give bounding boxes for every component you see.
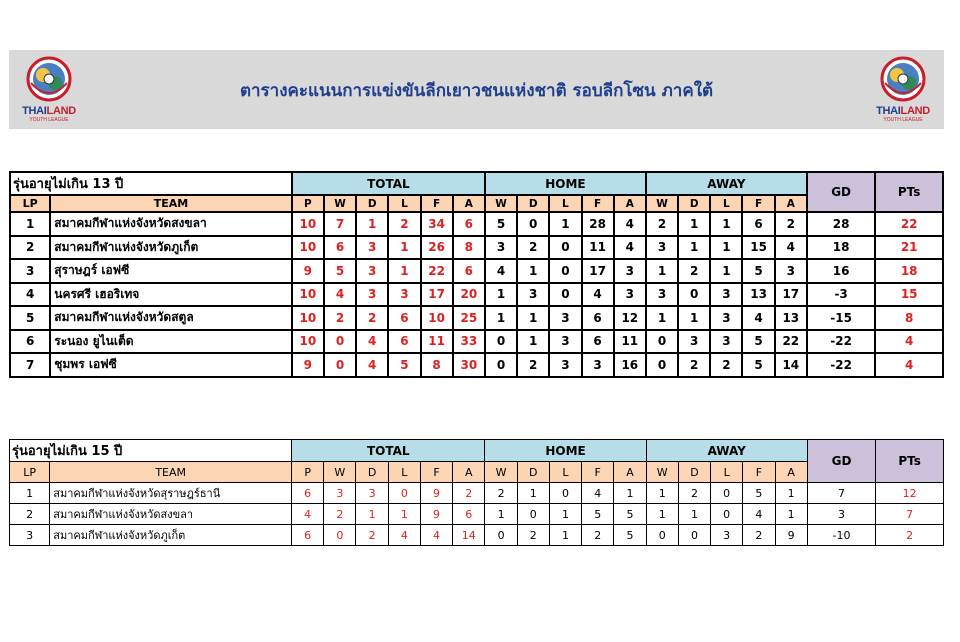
home-stat-cell: 1 <box>517 306 549 330</box>
total-stat-cell: 1 <box>388 236 420 260</box>
pts-header: PTs <box>875 172 943 212</box>
away-stat-cell: 3 <box>678 330 710 354</box>
home-stat-cell: 5 <box>614 504 646 525</box>
gd-header: GD <box>807 172 875 212</box>
away-stat-cell: 15 <box>742 236 774 260</box>
away-stat-cell: 5 <box>743 483 775 504</box>
points-cell: 18 <box>875 259 943 283</box>
total-stat-cell: 9 <box>292 353 324 377</box>
total-col-header: L <box>388 462 420 483</box>
away-stat-cell: 4 <box>743 504 775 525</box>
away-stat-cell: 3 <box>710 306 742 330</box>
total-stat-cell: 0 <box>324 525 356 546</box>
home-stat-cell: 0 <box>549 236 581 260</box>
home-stat-cell: 3 <box>549 306 581 330</box>
total-stat-cell: 4 <box>420 525 452 546</box>
home-stat-cell: 1 <box>517 483 549 504</box>
total-col-header: F <box>421 195 453 212</box>
total-stat-cell: 26 <box>421 236 453 260</box>
points-cell: 12 <box>876 483 944 504</box>
away-stat-cell: 5 <box>742 330 774 354</box>
total-col-header: F <box>420 462 452 483</box>
away-stat-cell: 3 <box>646 236 678 260</box>
away-stat-cell: 0 <box>678 525 710 546</box>
table-row <box>10 330 943 354</box>
home-stat-cell: 4 <box>485 259 517 283</box>
u13-standings-table <box>9 171 944 378</box>
total-section-header: TOTAL <box>292 440 485 462</box>
away-stat-cell: 9 <box>775 525 807 546</box>
table-row <box>10 306 943 330</box>
total-stat-cell: 10 <box>292 212 324 236</box>
u15-standings-table <box>9 439 944 546</box>
total-stat-cell: 3 <box>356 259 388 283</box>
gd-cell: 3 <box>807 504 875 525</box>
home-stat-cell: 1 <box>549 504 581 525</box>
away-stat-cell: 14 <box>775 353 807 377</box>
away-stat-cell: 3 <box>710 330 742 354</box>
home-stat-cell: 3 <box>614 283 646 307</box>
home-col-header: D <box>517 462 549 483</box>
points-cell: 21 <box>875 236 943 260</box>
home-stat-cell: 2 <box>582 525 614 546</box>
total-stat-cell: 4 <box>292 504 324 525</box>
total-stat-cell: 1 <box>356 504 388 525</box>
lp-header: LP <box>10 462 50 483</box>
total-col-header: L <box>388 195 420 212</box>
away-stat-cell: 5 <box>742 259 774 283</box>
gd-cell: -22 <box>807 330 875 354</box>
home-col-header: L <box>549 462 581 483</box>
total-stat-cell: 6 <box>453 259 485 283</box>
away-stat-cell: 2 <box>710 353 742 377</box>
away-stat-cell: 2 <box>678 259 710 283</box>
away-col-header: D <box>678 195 710 212</box>
points-cell: 4 <box>875 330 943 354</box>
home-stat-cell: 3 <box>517 283 549 307</box>
home-stat-cell: 4 <box>614 236 646 260</box>
away-stat-cell: 0 <box>646 525 678 546</box>
away-stat-cell: 0 <box>678 283 710 307</box>
home-stat-cell: 0 <box>549 259 581 283</box>
total-stat-cell: 34 <box>421 212 453 236</box>
away-stat-cell: 2 <box>743 525 775 546</box>
total-stat-cell: 2 <box>356 306 388 330</box>
table-row <box>10 483 944 504</box>
home-stat-cell: 3 <box>549 330 581 354</box>
total-stat-cell: 9 <box>292 259 324 283</box>
home-stat-cell: 16 <box>614 353 646 377</box>
away-stat-cell: 1 <box>678 212 710 236</box>
table-row <box>10 504 944 525</box>
lp-header: LP <box>10 195 50 212</box>
away-stat-cell: 1 <box>710 259 742 283</box>
total-stat-cell: 3 <box>324 483 356 504</box>
away-stat-cell: 1 <box>646 504 678 525</box>
home-stat-cell: 4 <box>582 483 614 504</box>
home-col-header: D <box>517 195 549 212</box>
points-cell: 15 <box>875 283 943 307</box>
total-stat-cell: 6 <box>453 212 485 236</box>
rank-cell: 2 <box>10 236 50 260</box>
table-row <box>10 212 943 236</box>
home-stat-cell: 5 <box>582 504 614 525</box>
age-group-title: รุ่นอายุไม่เกิน 13 ปี <box>10 172 292 195</box>
team-header: TEAM <box>50 195 292 212</box>
away-stat-cell: 1 <box>646 306 678 330</box>
total-stat-cell: 11 <box>421 330 453 354</box>
home-stat-cell: 0 <box>485 525 517 546</box>
table-row <box>10 259 943 283</box>
points-cell: 22 <box>875 212 943 236</box>
away-stat-cell: 1 <box>678 236 710 260</box>
total-stat-cell: 5 <box>388 353 420 377</box>
away-stat-cell: 3 <box>710 283 742 307</box>
points-cell: 2 <box>876 525 944 546</box>
total-stat-cell: 4 <box>356 330 388 354</box>
total-col-header: D <box>356 462 388 483</box>
home-stat-cell: 0 <box>485 330 517 354</box>
away-col-header: F <box>742 195 774 212</box>
table-row <box>10 353 943 377</box>
total-col-header: A <box>453 462 485 483</box>
away-col-header: F <box>743 462 775 483</box>
total-stat-cell: 3 <box>356 483 388 504</box>
away-stat-cell: 22 <box>775 330 807 354</box>
home-col-header: F <box>582 195 614 212</box>
total-stat-cell: 22 <box>421 259 453 283</box>
logo-wordmark: THAILAND <box>876 105 930 117</box>
league-logo-right <box>867 53 939 125</box>
away-stat-cell: 1 <box>678 306 710 330</box>
total-stat-cell: 17 <box>421 283 453 307</box>
away-stat-cell: 3 <box>646 283 678 307</box>
rank-cell: 1 <box>10 483 50 504</box>
home-stat-cell: 6 <box>582 330 614 354</box>
home-stat-cell: 3 <box>582 353 614 377</box>
total-stat-cell: 6 <box>324 236 356 260</box>
total-stat-cell: 2 <box>388 212 420 236</box>
header-banner <box>9 50 944 129</box>
away-stat-cell: 3 <box>711 525 743 546</box>
total-stat-cell: 3 <box>356 236 388 260</box>
team-header: TEAM <box>50 462 292 483</box>
total-stat-cell: 10 <box>421 306 453 330</box>
away-col-header: A <box>775 195 807 212</box>
rank-cell: 3 <box>10 525 50 546</box>
rank-cell: 6 <box>10 330 50 354</box>
total-stat-cell: 10 <box>292 330 324 354</box>
home-stat-cell: 1 <box>485 504 517 525</box>
home-stat-cell: 1 <box>485 306 517 330</box>
total-stat-cell: 9 <box>420 504 452 525</box>
total-stat-cell: 3 <box>356 283 388 307</box>
home-stat-cell: 1 <box>549 212 581 236</box>
total-stat-cell: 0 <box>324 353 356 377</box>
home-stat-cell: 0 <box>549 483 581 504</box>
total-stat-cell: 6 <box>292 483 324 504</box>
team-name-cell: สมาคมกีฬาแห่งจังหวัดภูเก็ต <box>50 236 292 260</box>
total-stat-cell: 4 <box>388 525 420 546</box>
total-col-header: D <box>356 195 388 212</box>
home-stat-cell: 3 <box>614 259 646 283</box>
section-header-row <box>10 440 944 462</box>
home-stat-cell: 12 <box>614 306 646 330</box>
away-stat-cell: 2 <box>678 353 710 377</box>
points-cell: 7 <box>876 504 944 525</box>
home-stat-cell: 2 <box>485 483 517 504</box>
total-stat-cell: 0 <box>388 483 420 504</box>
home-section-header: HOME <box>485 172 646 195</box>
total-stat-cell: 2 <box>324 504 356 525</box>
total-stat-cell: 4 <box>324 283 356 307</box>
table-row <box>10 236 943 260</box>
team-name-cell: สมาคมกีฬาแห่งจังหวัดสตูล <box>50 306 292 330</box>
total-stat-cell: 33 <box>453 330 485 354</box>
team-name-cell: สมาคมกีฬาแห่งจังหวัดสงขลา <box>50 212 292 236</box>
age-group-title: รุ่นอายุไม่เกิน 15 ปี <box>10 440 292 462</box>
total-col-header: W <box>324 462 356 483</box>
total-stat-cell: 6 <box>453 504 485 525</box>
away-stat-cell: 17 <box>775 283 807 307</box>
logo-subtitle: YOUTH LEAGUE <box>29 117 69 123</box>
total-col-header: P <box>292 462 324 483</box>
home-stat-cell: 1 <box>614 483 646 504</box>
home-stat-cell: 5 <box>485 212 517 236</box>
home-col-header: F <box>582 462 614 483</box>
home-stat-cell: 2 <box>517 525 549 546</box>
total-stat-cell: 14 <box>453 525 485 546</box>
logo-subtitle: YOUTH LEAGUE <box>883 117 923 123</box>
home-stat-cell: 2 <box>517 353 549 377</box>
away-section-header: AWAY <box>646 440 807 462</box>
gd-cell: -3 <box>807 283 875 307</box>
points-cell: 8 <box>875 306 943 330</box>
rank-cell: 2 <box>10 504 50 525</box>
total-col-header: P <box>292 195 324 212</box>
away-stat-cell: 1 <box>710 236 742 260</box>
home-col-header: W <box>485 462 517 483</box>
table-row <box>10 283 943 307</box>
gd-cell: -22 <box>807 353 875 377</box>
away-stat-cell: 0 <box>646 330 678 354</box>
gd-cell: 7 <box>807 483 875 504</box>
total-stat-cell: 2 <box>324 306 356 330</box>
away-stat-cell: 6 <box>742 212 774 236</box>
home-stat-cell: 11 <box>582 236 614 260</box>
home-stat-cell: 5 <box>614 525 646 546</box>
home-stat-cell: 4 <box>614 212 646 236</box>
rank-cell: 1 <box>10 212 50 236</box>
total-stat-cell: 30 <box>453 353 485 377</box>
away-stat-cell: 3 <box>775 259 807 283</box>
total-stat-cell: 10 <box>292 283 324 307</box>
away-col-header: W <box>646 195 678 212</box>
total-stat-cell: 3 <box>388 283 420 307</box>
away-stat-cell: 2 <box>646 212 678 236</box>
total-col-header: W <box>324 195 356 212</box>
away-col-header: L <box>711 462 743 483</box>
home-col-header: W <box>485 195 517 212</box>
home-stat-cell: 11 <box>614 330 646 354</box>
total-stat-cell: 6 <box>388 306 420 330</box>
away-stat-cell: 13 <box>775 306 807 330</box>
gd-cell: 28 <box>807 212 875 236</box>
total-stat-cell: 5 <box>324 259 356 283</box>
home-section-header: HOME <box>485 440 646 462</box>
rank-cell: 3 <box>10 259 50 283</box>
total-stat-cell: 7 <box>324 212 356 236</box>
gd-header: GD <box>807 440 875 483</box>
home-stat-cell: 1 <box>517 330 549 354</box>
points-cell: 4 <box>875 353 943 377</box>
home-stat-cell: 0 <box>549 283 581 307</box>
away-stat-cell: 0 <box>646 353 678 377</box>
total-stat-cell: 0 <box>324 330 356 354</box>
gd-cell: -10 <box>807 525 875 546</box>
total-stat-cell: 8 <box>421 353 453 377</box>
away-stat-cell: 2 <box>678 483 710 504</box>
team-name-cell: นครศรี เฮอริเทจ <box>50 283 292 307</box>
team-name-cell: ชุมพร เอฟซี <box>50 353 292 377</box>
away-stat-cell: 1 <box>710 212 742 236</box>
home-stat-cell: 0 <box>517 212 549 236</box>
total-section-header: TOTAL <box>292 172 485 195</box>
home-stat-cell: 1 <box>485 283 517 307</box>
rank-cell: 7 <box>10 353 50 377</box>
home-stat-cell: 0 <box>517 504 549 525</box>
table-row <box>10 525 944 546</box>
away-stat-cell: 0 <box>711 504 743 525</box>
home-stat-cell: 4 <box>582 283 614 307</box>
home-stat-cell: 0 <box>485 353 517 377</box>
away-stat-cell: 13 <box>742 283 774 307</box>
total-stat-cell: 4 <box>356 353 388 377</box>
home-stat-cell: 2 <box>517 236 549 260</box>
away-col-header: W <box>646 462 678 483</box>
away-stat-cell: 1 <box>775 483 807 504</box>
away-col-header: L <box>710 195 742 212</box>
team-name-cell: สมาคมกีฬาแห่งจังหวัดภูเก็ต <box>50 525 292 546</box>
away-stat-cell: 4 <box>742 306 774 330</box>
total-stat-cell: 1 <box>356 212 388 236</box>
total-stat-cell: 6 <box>292 525 324 546</box>
total-stat-cell: 10 <box>292 236 324 260</box>
total-stat-cell: 20 <box>453 283 485 307</box>
away-col-header: D <box>678 462 710 483</box>
total-stat-cell: 1 <box>388 504 420 525</box>
pts-header: PTs <box>876 440 944 483</box>
column-header-row <box>10 462 944 483</box>
away-section-header: AWAY <box>646 172 807 195</box>
away-stat-cell: 5 <box>742 353 774 377</box>
home-stat-cell: 1 <box>549 525 581 546</box>
home-stat-cell: 28 <box>582 212 614 236</box>
logo-wordmark: THAILAND <box>22 105 76 117</box>
team-name-cell: สมาคมกีฬาแห่งจังหวัดสุราษฎร์ธานี <box>50 483 292 504</box>
away-stat-cell: 0 <box>711 483 743 504</box>
total-stat-cell: 2 <box>453 483 485 504</box>
away-stat-cell: 1 <box>775 504 807 525</box>
total-stat-cell: 8 <box>453 236 485 260</box>
home-col-header: A <box>614 462 646 483</box>
home-stat-cell: 3 <box>549 353 581 377</box>
rank-cell: 5 <box>10 306 50 330</box>
away-stat-cell: 1 <box>646 259 678 283</box>
gd-cell: -15 <box>807 306 875 330</box>
team-name-cell: ระนอง ยูไนเต็ด <box>50 330 292 354</box>
away-stat-cell: 1 <box>646 483 678 504</box>
team-name-cell: สุราษฎร์ เอฟซี <box>50 259 292 283</box>
total-stat-cell: 10 <box>292 306 324 330</box>
section-header-row <box>10 172 943 195</box>
total-stat-cell: 9 <box>420 483 452 504</box>
away-stat-cell: 4 <box>775 236 807 260</box>
rank-cell: 4 <box>10 283 50 307</box>
gd-cell: 18 <box>807 236 875 260</box>
gd-cell: 16 <box>807 259 875 283</box>
away-col-header: A <box>775 462 807 483</box>
away-stat-cell: 2 <box>775 212 807 236</box>
home-stat-cell: 6 <box>582 306 614 330</box>
away-stat-cell: 1 <box>678 504 710 525</box>
home-col-header: A <box>614 195 646 212</box>
home-stat-cell: 1 <box>517 259 549 283</box>
total-stat-cell: 6 <box>388 330 420 354</box>
home-col-header: L <box>549 195 581 212</box>
total-stat-cell: 1 <box>388 259 420 283</box>
home-stat-cell: 17 <box>582 259 614 283</box>
team-name-cell: สมาคมกีฬาแห่งจังหวัดสงขลา <box>50 504 292 525</box>
home-stat-cell: 3 <box>485 236 517 260</box>
total-col-header: A <box>453 195 485 212</box>
page-title: ตารางคะแนนการแข่งขันลีกเยาวชนแห่งชาติ รอบลีกโซน ภาคใต้ <box>239 81 714 101</box>
total-stat-cell: 25 <box>453 306 485 330</box>
total-stat-cell: 2 <box>356 525 388 546</box>
column-header-row <box>10 195 943 212</box>
